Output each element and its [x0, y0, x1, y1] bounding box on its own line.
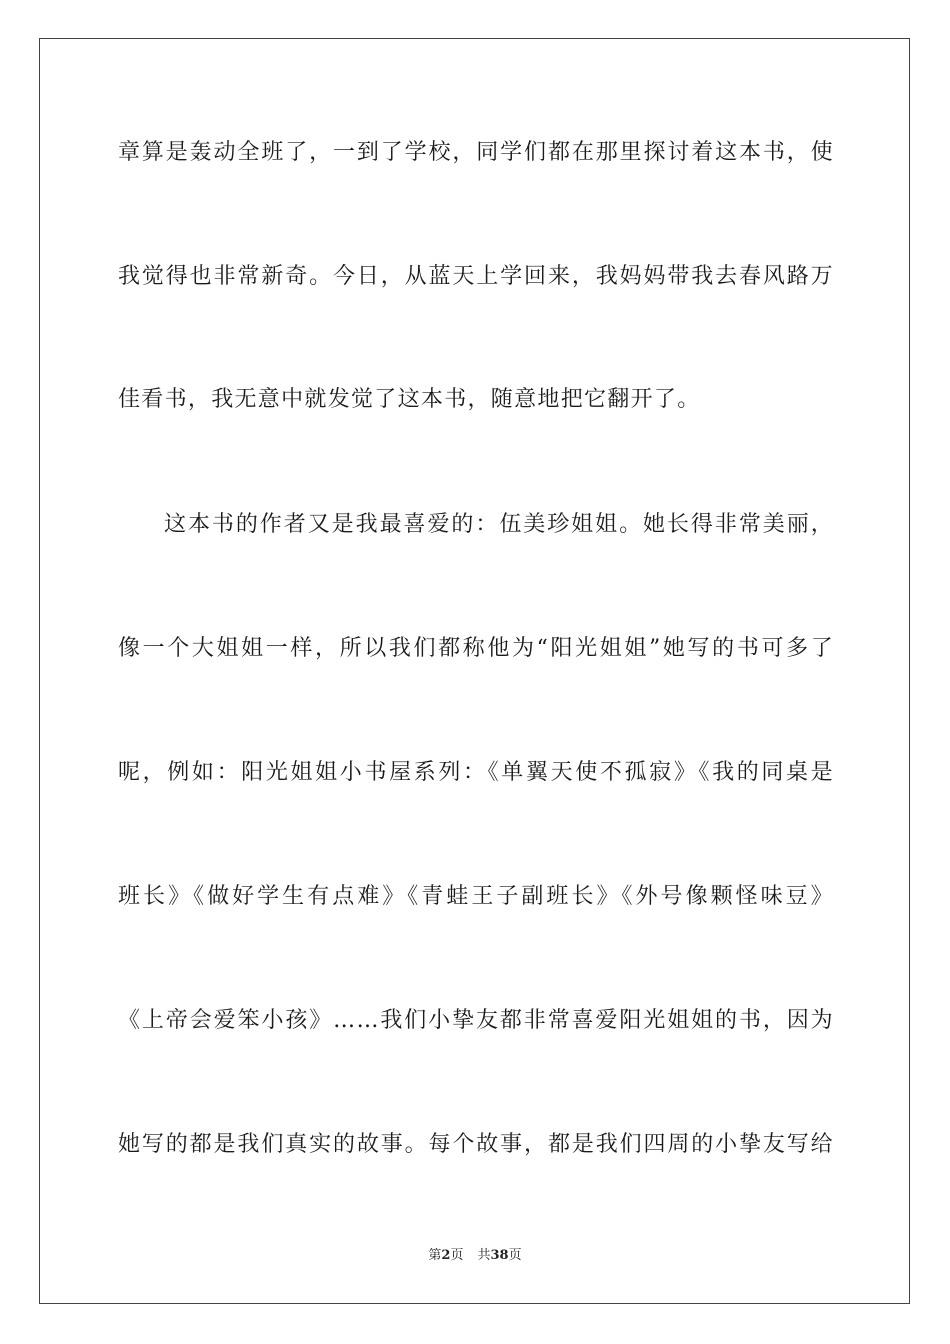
text-line-6: 呢，例如：阳光姐姐小书屋系列：《单翼天使不孤寂》《我的同桌是 [118, 760, 834, 785]
text-line-2: 我觉得也非常新奇。今日，从蓝天上学回来，我妈妈带我去春风路万 [118, 264, 834, 289]
text-line-8: 《上帝会爱笨小孩》……我们小挚友都非常喜爱阳光姐姐的书，因为 [118, 1008, 834, 1033]
text-line-1: 章算是轰动全班了，一到了学校，同学们都在那里探讨着这本书，使 [118, 140, 834, 165]
total-prefix: 共 [477, 1248, 491, 1263]
page-border [39, 38, 910, 1304]
page-footer [0, 1247, 950, 1265]
text-line-3: 佳看书，我无意中就发觉了这本书，随意地把它翻开了。 [118, 387, 701, 412]
total-suffix: 页 [508, 1248, 522, 1263]
page-suffix: 页 [450, 1248, 464, 1263]
total-page-count: 38 [490, 1248, 509, 1263]
text-line-5: 像一个大姐姐一样，所以我们都称他为“阳光姐姐”她写的书可多了 [118, 636, 834, 661]
text-line-7: 班长》《做好学生有点难》《青蛙王子副班长》《外号像颗怪味豆》 [118, 884, 834, 909]
text-line-9: 她写的都是我们真实的故事。每个故事，都是我们四周的小挚友写给 [118, 1132, 834, 1157]
text-line-4-paragraph-start: 这本书的作者又是我最喜爱的：伍美珍姐姐。她长得非常美丽， [164, 512, 834, 537]
current-page-number: 2 [441, 1248, 451, 1263]
page-prefix: 第 [428, 1248, 442, 1263]
